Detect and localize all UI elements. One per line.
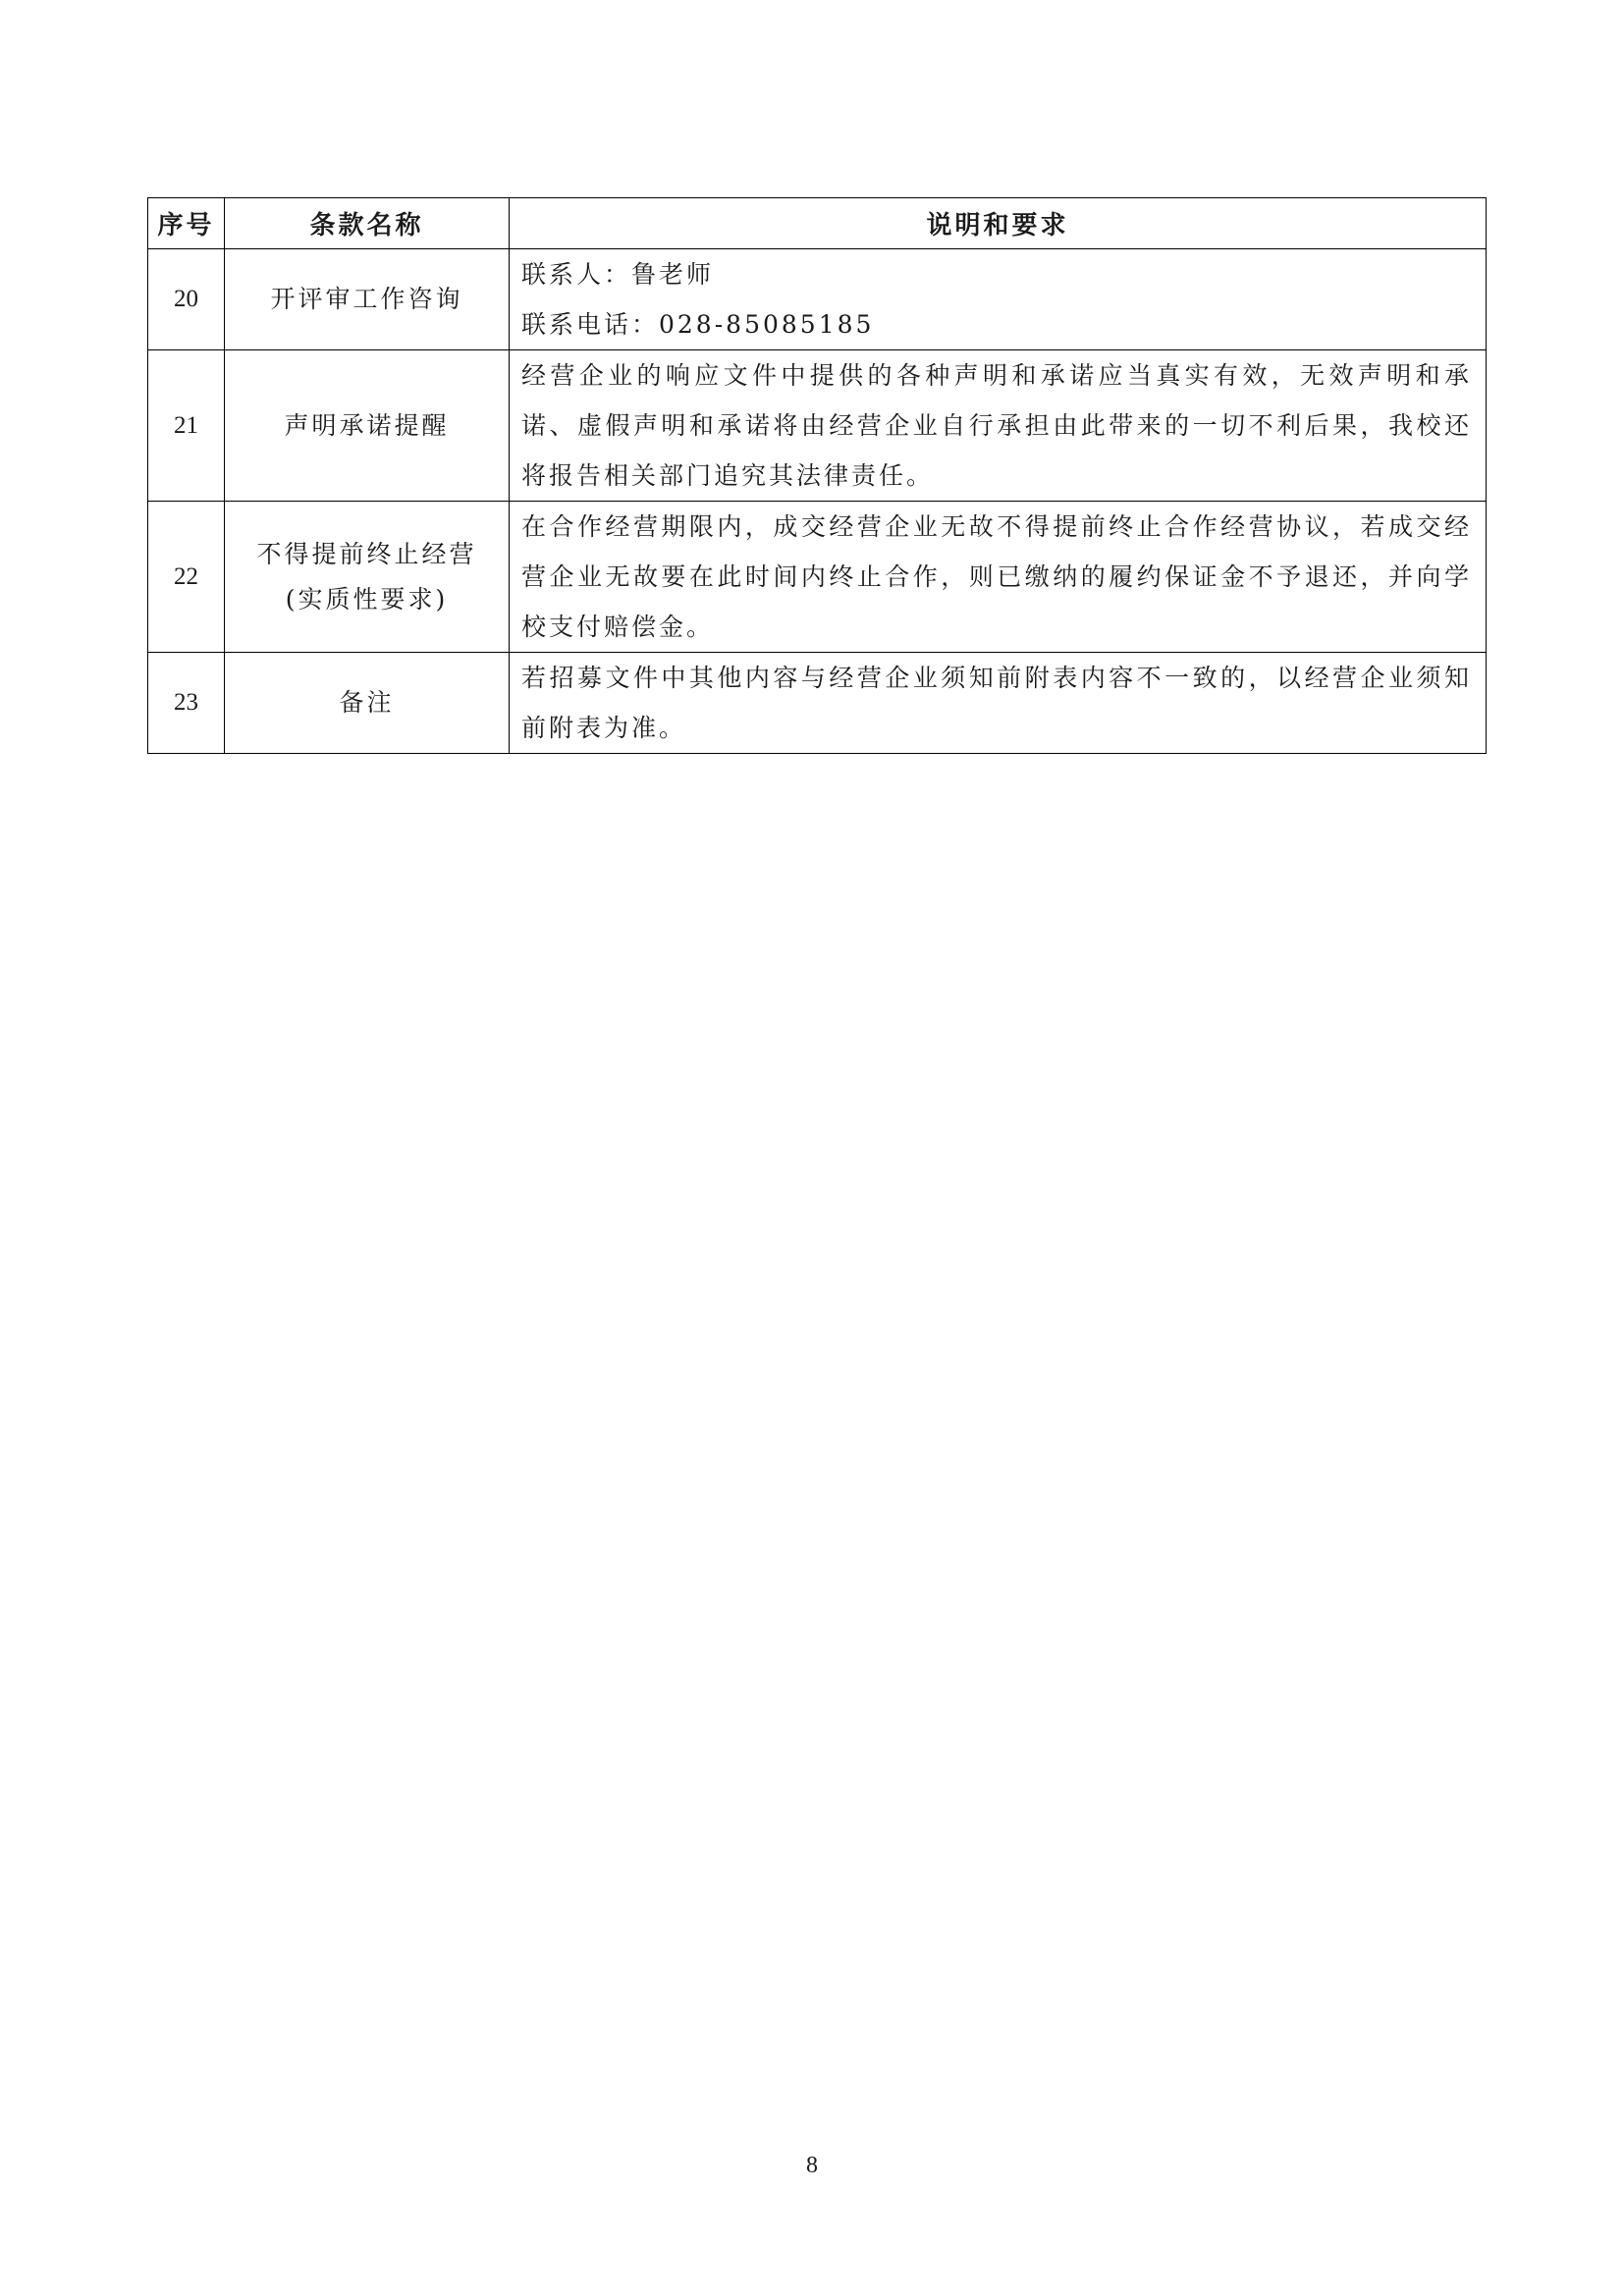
clause-table bbox=[147, 197, 1487, 754]
row-serial-number: 20 bbox=[148, 249, 225, 350]
table-row bbox=[148, 502, 1487, 653]
table-row bbox=[148, 350, 1487, 502]
header-clause-name: 条款名称 bbox=[225, 198, 510, 249]
row-clause-name bbox=[225, 653, 510, 754]
table-row bbox=[148, 249, 1487, 350]
table-header-row bbox=[148, 198, 1487, 249]
clause-name-note: (实质性要求) bbox=[285, 584, 449, 614]
contact-person: 联系人：鲁老师 bbox=[521, 260, 715, 289]
contact-phone: 联系电话：028-85085185 bbox=[521, 310, 875, 339]
page-number: 8 bbox=[806, 2153, 818, 2178]
row-clause-name bbox=[225, 502, 510, 653]
clause-name-line: 备注 bbox=[339, 688, 395, 717]
clause-name-line: 开评审工作咨询 bbox=[270, 285, 463, 313]
row-description: 在合作经营期限内，成交经营企业无故不得提前终止合作经营协议，若成交经营企业无故要在此时间内终止合作，则已缴纳的履约保证金不予退还，并向学校支付赔偿金。 bbox=[510, 502, 1487, 653]
header-serial-number: 序号 bbox=[148, 198, 225, 249]
clause-name-line: 不得提前终止经营 bbox=[256, 539, 477, 568]
row-serial-number: 21 bbox=[148, 350, 225, 502]
row-clause-name bbox=[225, 350, 510, 502]
row-description bbox=[510, 249, 1487, 350]
row-description: 若招募文件中其他内容与经营企业须知前附表内容不一致的，以经营企业须知前附表为准。 bbox=[510, 653, 1487, 754]
row-serial-number: 22 bbox=[148, 502, 225, 653]
row-description: 经营企业的响应文件中提供的各种声明和承诺应当真实有效，无效声明和承诺、虚假声明和承诺将由经营企业自行承担由此带来的一切不利后果，我校还将报告相关部门追究其法律责任。 bbox=[510, 350, 1487, 502]
header-description: 说明和要求 bbox=[510, 198, 1487, 249]
row-serial-number: 23 bbox=[148, 653, 225, 754]
table-row bbox=[148, 653, 1487, 754]
row-clause-name bbox=[225, 249, 510, 350]
clause-name-line: 声明承诺提醒 bbox=[284, 410, 450, 440]
